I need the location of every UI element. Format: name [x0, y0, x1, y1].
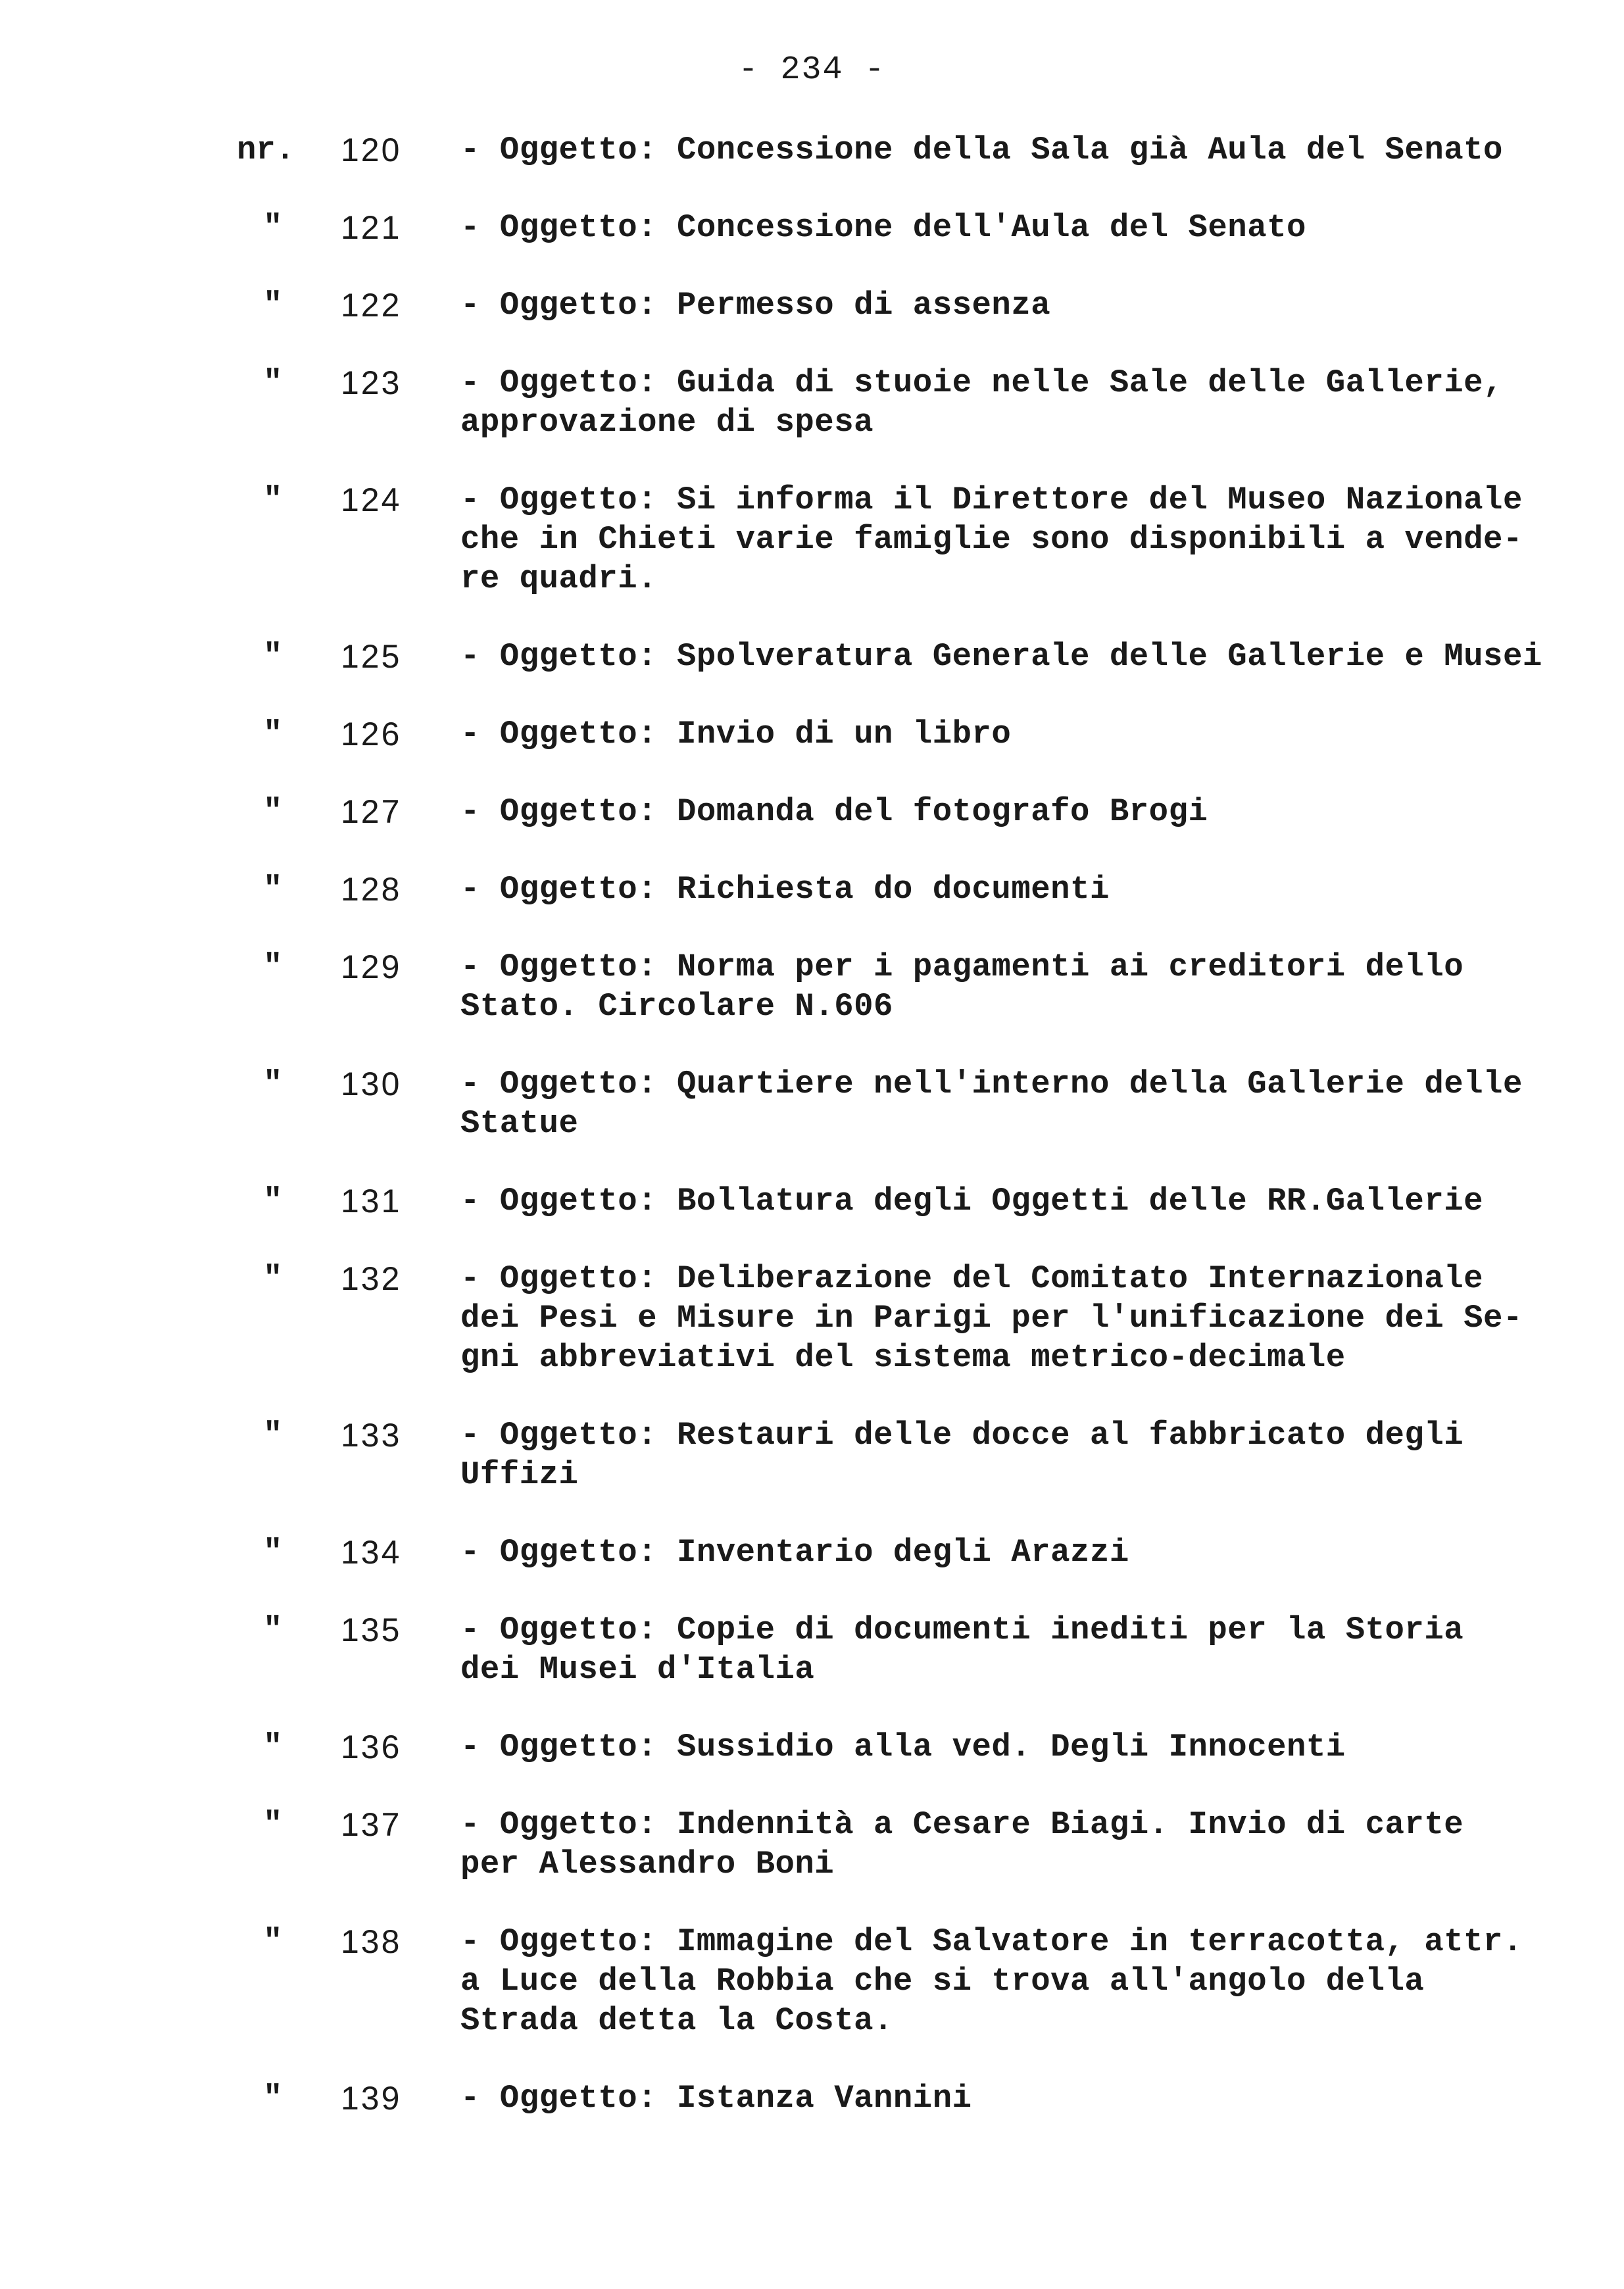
entry-subject: - Oggetto: Spolveratura Generale delle Gallerie e Musei	[460, 638, 1542, 675]
entry-123	[0, 363, 1624, 442]
entry-128	[0, 870, 1624, 909]
ditto-mark: "	[263, 638, 283, 675]
entry-133	[0, 1415, 1624, 1494]
entry-subject: - Oggetto: Restauri delle docce al fabbricato degli Uffizi	[460, 1417, 1464, 1493]
entry-subject: - Oggetto: Permesso di assenza	[460, 287, 1051, 324]
entry-127	[0, 792, 1624, 831]
entry-subject: - Oggetto: Guida di stuoie nelle Sale delle Gallerie, approvazione di spesa	[460, 364, 1503, 441]
ditto-mark: "	[263, 209, 283, 246]
ditto-mark: "	[263, 1806, 283, 1843]
entry-121	[0, 208, 1624, 247]
ditto-mark: "	[263, 1534, 283, 1571]
entry-number: 129	[341, 948, 402, 985]
entry-subject: - Oggetto: Concessione della Sala già Aula del Senato	[460, 132, 1503, 168]
entry-subject: - Oggetto: Domanda del fotografo Brogi	[460, 793, 1208, 830]
entry-number: 120	[341, 132, 402, 168]
entry-subject: - Oggetto: Si informa il Direttore del Museo Nazionale che in Chieti varie famiglie sono disponibili a vende- re quadri.	[460, 481, 1523, 597]
entry-130	[0, 1064, 1624, 1143]
entry-number: 132	[341, 1260, 402, 1297]
entry-number: 128	[341, 871, 402, 908]
entry-subject: - Oggetto: Deliberazione del Comitato Internazionale dei Pesi e Misure in Parigi per l'unificazione dei Se- gni abbreviativi del sistema metrico-decimale	[460, 1260, 1523, 1376]
entry-number: 126	[341, 716, 402, 752]
entry-subject: - Oggetto: Inventario degli Arazzi	[460, 1534, 1129, 1571]
entry-number: 133	[341, 1417, 402, 1454]
ditto-mark: "	[263, 1066, 283, 1102]
entry-number: 124	[341, 481, 402, 518]
entry-subject: - Oggetto: Quartiere nell'interno della Gallerie delle Statue	[460, 1066, 1523, 1142]
ditto-mark: "	[263, 1612, 283, 1648]
entry-132	[0, 1259, 1624, 1377]
ditto-mark: "	[263, 2080, 283, 2117]
entry-135	[0, 1610, 1624, 1689]
entry-120	[0, 130, 1624, 170]
entry-subject: - Oggetto: Concessione dell'Aula del Senato	[460, 209, 1306, 246]
entry-number: 121	[341, 209, 402, 246]
ditto-mark: "	[263, 1923, 283, 1960]
ditto-mark: "	[263, 287, 283, 324]
entry-subject: - Oggetto: Immagine del Salvatore in terracotta, attr. a Luce della Robbia che si trova all'angolo della Strada detta la Costa.	[460, 1923, 1523, 2039]
entry-subject: - Oggetto: Norma per i pagamenti ai creditori dello Stato. Circolare N.606	[460, 948, 1464, 1025]
entry-number: 138	[341, 1923, 402, 1960]
entry-number: 134	[341, 1534, 402, 1571]
entry-number: 135	[341, 1612, 402, 1648]
ditto-mark: "	[263, 716, 283, 752]
entry-number: 139	[341, 2080, 402, 2117]
ditto-mark: "	[263, 1260, 283, 1297]
entry-122	[0, 285, 1624, 325]
entry-138	[0, 1922, 1624, 2040]
entry-number: 137	[341, 1806, 402, 1843]
ditto-mark: "	[263, 1417, 283, 1454]
entry-subject: - Oggetto: Copie di documenti inediti per la Storia dei Musei d'Italia	[460, 1612, 1464, 1688]
entry-number: 130	[341, 1066, 402, 1102]
entry-number: 125	[341, 638, 402, 675]
entry-136	[0, 1727, 1624, 1767]
entry-number: 136	[341, 1729, 402, 1765]
entry-134	[0, 1533, 1624, 1572]
ditto-mark: "	[263, 364, 283, 401]
entry-subject: - Oggetto: Istanza Vannini	[460, 2080, 972, 2117]
entry-subject: - Oggetto: Indennità a Cesare Biagi. Invio di carte per Alessandro Boni	[460, 1806, 1464, 1883]
entry-129	[0, 947, 1624, 1026]
entry-subject: - Oggetto: Invio di un libro	[460, 716, 1012, 752]
entry-number: 127	[341, 793, 402, 830]
entry-subject: - Oggetto: Sussidio alla ved. Degli Innocenti	[460, 1729, 1346, 1765]
ditto-mark: "	[263, 948, 283, 985]
ditto-mark: "	[263, 1729, 283, 1765]
entry-subject: - Oggetto: Bollatura degli Oggetti delle RR.Gallerie	[460, 1183, 1484, 1219]
entry-number: 122	[341, 287, 402, 324]
ditto-mark: "	[263, 481, 283, 518]
ditto-mark: "	[263, 1183, 283, 1219]
entry-131	[0, 1181, 1624, 1221]
entry-126	[0, 714, 1624, 754]
entry-125	[0, 637, 1624, 676]
entry-number: 123	[341, 364, 402, 401]
entry-124	[0, 480, 1624, 599]
ditto-mark: "	[263, 793, 283, 830]
entry-139	[0, 2079, 1624, 2118]
number-prefix: nr.	[237, 132, 295, 168]
entry-subject: - Oggetto: Richiesta do documenti	[460, 871, 1110, 908]
page-number: - 234 -	[738, 51, 886, 89]
entry-137	[0, 1805, 1624, 1884]
entry-list	[0, 130, 1624, 2156]
entry-number: 131	[341, 1183, 402, 1219]
ditto-mark: "	[263, 871, 283, 908]
